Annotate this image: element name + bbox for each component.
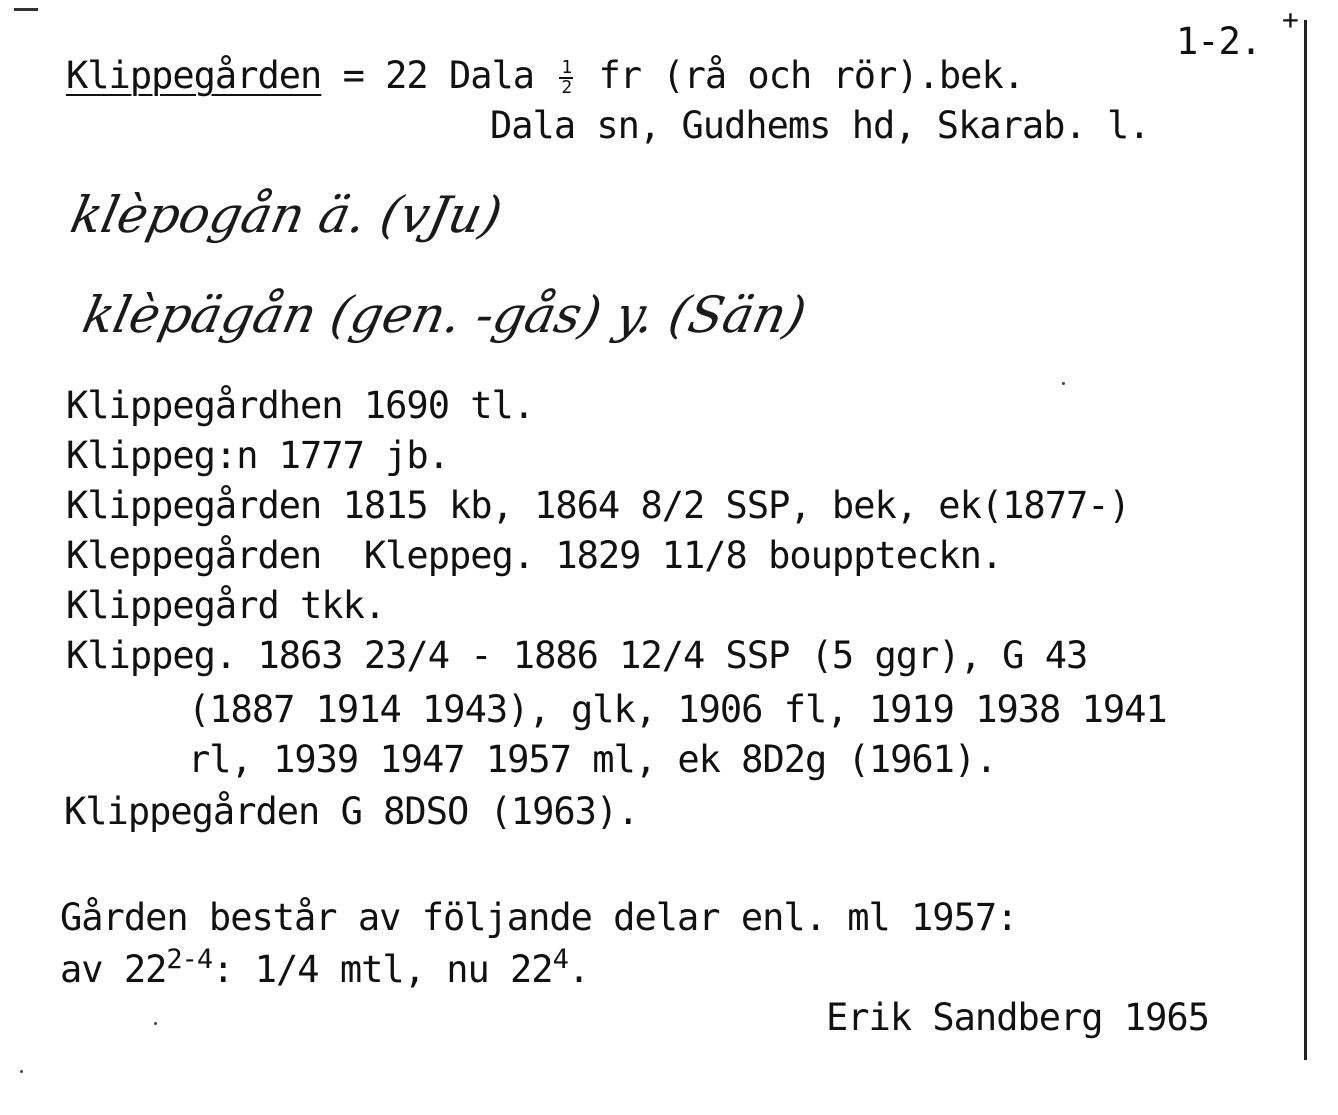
note-line-1: Gården består av följande delar enl. ml 1957: xyxy=(60,896,1018,939)
record-line: Kleppegården Kleppeg. 1829 11/8 bouppteckn. xyxy=(66,534,1003,577)
record-line: Klippegård tkk. xyxy=(66,584,386,627)
location-line: Dala sn, Gudhems hd, Skarab. l. xyxy=(490,104,1150,147)
note-mid: : 1/4 mtl, nu 22 xyxy=(212,948,553,991)
speck xyxy=(154,1022,157,1025)
right-margin-line xyxy=(1304,20,1307,1060)
speck xyxy=(20,1070,23,1073)
header-rest: = 22 Dala xyxy=(321,54,556,97)
record-line-indented: (1887 1914 1943), glk, 1906 fl, 1919 1938 1941 xyxy=(188,688,1167,731)
signature: Erik Sandberg 1965 xyxy=(826,996,1209,1039)
fraction-numerator: 1 xyxy=(561,56,572,78)
note-line-2 xyxy=(60,944,590,991)
fraction-denominator: 2 xyxy=(561,76,572,98)
handwritten-line-1: klèpogån ä. (vJu) xyxy=(65,186,508,244)
handwritten-line-2: klèpägån (gen. -gås) y. (Sän) xyxy=(77,286,812,344)
record-line: Klippegården G 8DSO (1963). xyxy=(64,790,639,833)
record-line: Klippeg. 1863 23/4 - 1886 12/4 SSP (5 ggr), G 43 xyxy=(66,634,1088,677)
corner-mark xyxy=(14,8,38,11)
note-sup-1: 2-4 xyxy=(166,944,213,975)
header-rest-2: fr (rå och rör).bek. xyxy=(577,54,1024,97)
record-line-indented: rl, 1939 1947 1957 ml, ek 8D2g (1961). xyxy=(188,738,997,781)
fraction xyxy=(559,56,573,98)
header-line xyxy=(66,56,1024,97)
plus-mark: + xyxy=(1282,3,1299,36)
speck xyxy=(1062,382,1065,385)
record-line: Klippegården 1815 kb, 1864 8/2 SSP, bek, ek(1877-) xyxy=(66,484,1130,527)
note-post: . xyxy=(567,948,590,991)
note-pre: av 22 xyxy=(60,948,167,991)
note-sup-2: 4 xyxy=(552,944,568,975)
record-line: Klippeg:n 1777 jb. xyxy=(66,434,449,477)
place-name: Klippegården xyxy=(66,54,322,97)
card-number: 1-2. xyxy=(1176,20,1262,63)
record-line: Klippegårdhen 1690 tl. xyxy=(66,384,535,427)
